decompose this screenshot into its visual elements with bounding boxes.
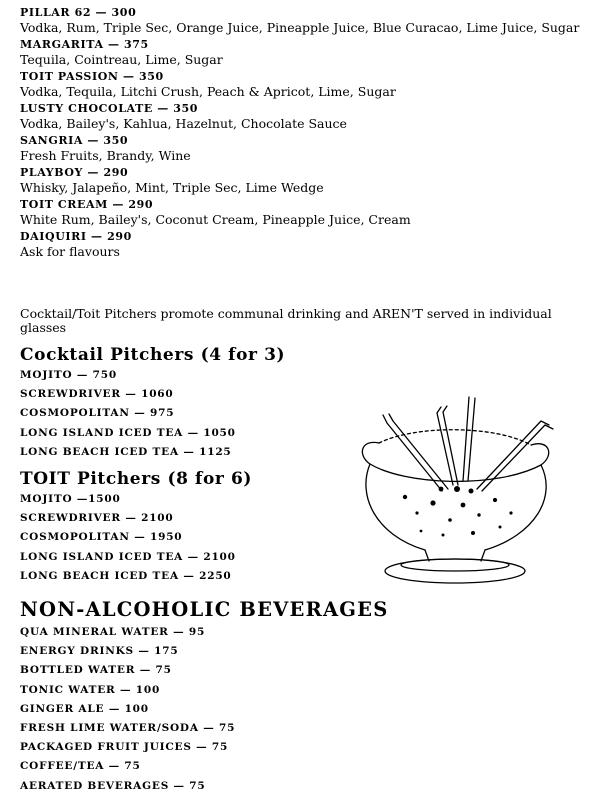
list-item: COFFEE/TEA — 75	[20, 760, 141, 773]
cocktail-item	[20, 198, 590, 227]
list-item: LONG ISLAND ICED TEA — 2100	[20, 550, 236, 563]
cocktail-pitchers-list	[20, 366, 236, 462]
cocktail-pitchers-heading: Cocktail Pitchers (4 for 3)	[20, 345, 286, 365]
pitcher-note: Cocktail/Toit Pitchers promote communal drinking and AREN'T served in individual glasses	[20, 306, 552, 335]
list-item: AERATED BEVERAGES — 75	[20, 779, 206, 792]
cocktail-ingredients: Whisky, Jalapeño, Mint, Triple Sec, Lime Wedge	[20, 180, 324, 195]
cocktail-name: TOIT CREAM — 290	[20, 198, 154, 211]
cocktail-name: SANGRIA — 350	[20, 134, 129, 147]
list-item: MOJITO —1500	[20, 493, 121, 505]
list-item: COSMOPOLITAN — 1950	[20, 531, 183, 544]
list-item: SCREWDRIVER — 2100	[20, 512, 174, 525]
cocktail-item	[20, 70, 590, 99]
list-item: GINGER ALE — 100	[20, 702, 149, 715]
cocktail-name: TOIT PASSION — 350	[20, 70, 164, 83]
non-alcoholic-heading: NON-ALCOHOLIC BEVERAGES	[20, 598, 389, 621]
toit-pitchers-heading: TOIT Pitchers (8 for 6)	[20, 469, 253, 489]
cocktail-list	[20, 6, 590, 262]
cocktail-name: LUSTY CHOCOLATE — 350	[20, 102, 199, 115]
cocktail-item	[20, 38, 590, 67]
cocktail-ingredients: Vodka, Rum, Triple Sec, Orange Juice, Pineapple Juice, Blue Curacao, Lime Juice, Sugar	[20, 20, 580, 35]
list-item: LONG BEACH ICED TEA — 2250	[20, 569, 232, 582]
non-alcoholic-list	[20, 623, 235, 796]
cocktail-item	[20, 230, 590, 259]
cocktail-name: DAIQUIRI — 290	[20, 230, 132, 243]
cocktail-name: PLAYBOY — 290	[20, 166, 129, 179]
list-item: FRESH LIME WATER/SODA — 75	[20, 721, 236, 734]
list-item: TONIC WATER — 100	[20, 683, 161, 696]
list-item: QUA MINERAL WATER — 95	[20, 626, 206, 638]
toit-pitchers-list	[20, 490, 236, 586]
list-item: BOTTLED WATER — 75	[20, 664, 172, 677]
list-item: SCREWDRIVER — 1060	[20, 388, 174, 401]
cocktail-ingredients: Fresh Fruits, Brandy, Wine	[20, 148, 191, 163]
cocktail-ingredients: Vodka, Tequila, Litchi Crush, Peach & Apricot, Lime, Sugar	[20, 84, 396, 99]
cocktail-item	[20, 134, 590, 163]
punch-bowl-with-straws-icon	[345, 385, 560, 590]
cocktail-ingredients: White Rum, Bailey's, Coconut Cream, Pineapple Juice, Cream	[20, 212, 411, 227]
cocktail-name: MARGARITA — 375	[20, 38, 149, 51]
list-item: ENERGY DRINKS — 175	[20, 645, 179, 658]
list-item: LONG ISLAND ICED TEA — 1050	[20, 426, 236, 439]
cocktail-name: PILLAR 62 — 300	[20, 6, 137, 19]
cocktail-ingredients: Ask for flavours	[20, 244, 120, 259]
list-item: LONG BEACH ICED TEA — 1125	[20, 445, 232, 458]
cocktail-ingredients: Tequila, Cointreau, Lime, Sugar	[20, 52, 223, 67]
cocktail-item	[20, 102, 590, 131]
list-item: MOJITO — 750	[20, 369, 117, 381]
cocktail-ingredients: Vodka, Bailey's, Kahlua, Hazelnut, Chocolate Sauce	[20, 116, 347, 131]
list-item: COSMOPOLITAN — 975	[20, 407, 175, 420]
cocktail-item	[20, 166, 590, 195]
cocktail-item	[20, 6, 590, 35]
list-item: PACKAGED FRUIT JUICES — 75	[20, 741, 229, 754]
